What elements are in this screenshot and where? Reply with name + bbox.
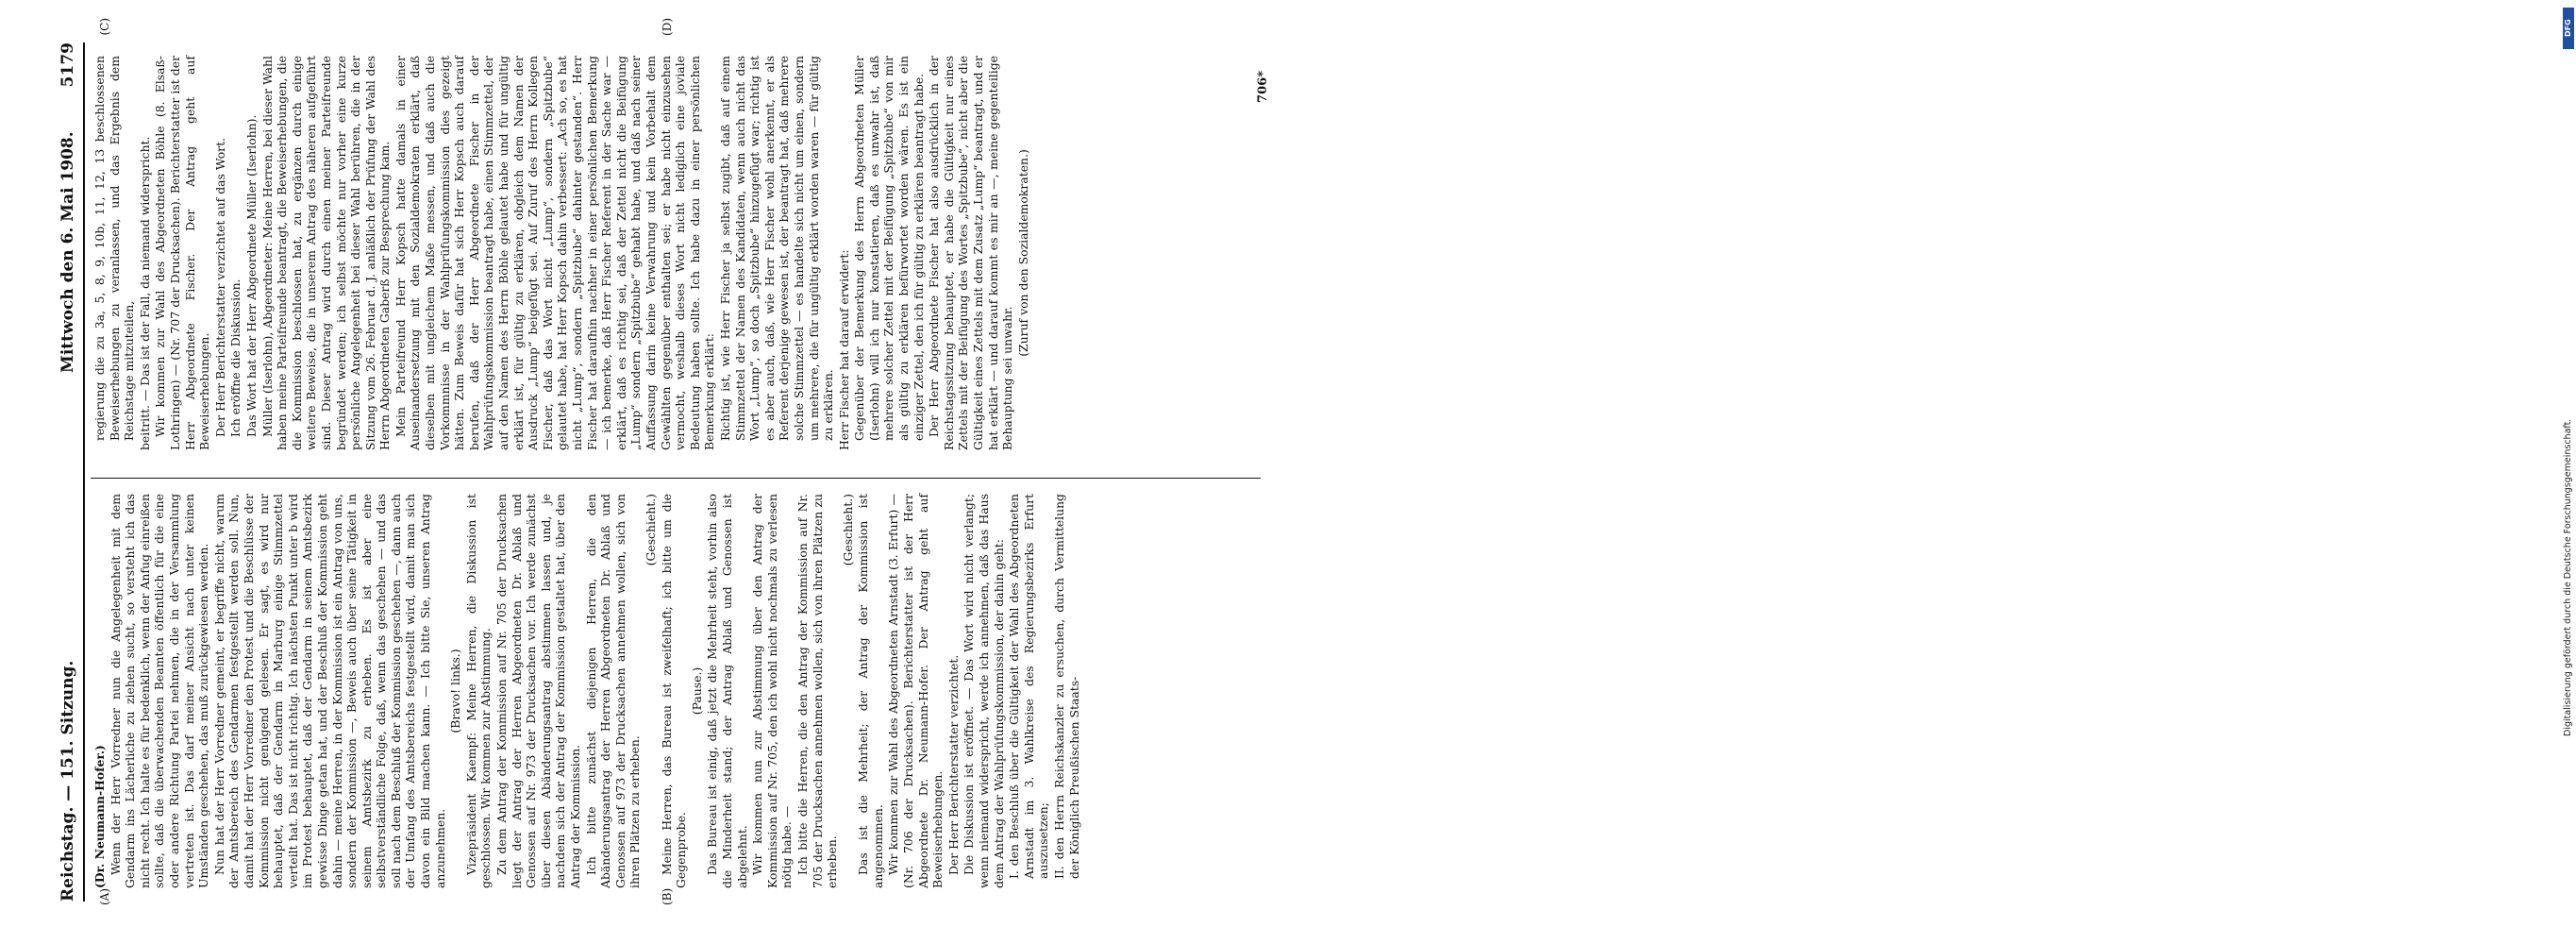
paragraph: Das Wort hat der Herr Abgeordnete Müller (Iserlohn). bbox=[243, 114, 259, 437]
paragraph: Wenn der Herr Vorredner nun die Angelegenheit mit dem Gendarm ins Lächerliche zu ziehen sucht, so versteht ich das nicht recht. Ich halte es für bedenklich, wenn der Anfug einreißen sollte, daß die überwachenden Beamten öffentlich für die eine oder andere Richtung Partei nehmen, die in der Versammlung vertreten ist. Das darf meiner Ansicht nach unter keinen Umständen geschehen, das muß zurückgewiesen werden. bbox=[108, 494, 211, 888]
paragraph: Wir kommen zur Wahl des Abgeordneten Arnstadt (3. Erfurt) — (Nr. 706 der Drucksachen). Berichterstatter ist der Herr Abgeordnete Dr. Neumann-Hofer. Der Antrag geht auf Beweiserhebungen. bbox=[886, 494, 945, 888]
left-column bbox=[92, 494, 1082, 888]
paragraph: Meine Herren, das Bureau ist zweifelhaft; ich bitte um die Gegenprobe. bbox=[659, 494, 689, 888]
margin-mark-a: (A) bbox=[98, 887, 111, 905]
paragraph: Nun hat der Herr Vorredner gemeint, er begriffe nicht, warum der Amtsbereich des Gendarmen festgestellt werden soll. Nun, damit hat der Herr Vorredner den Protest und die Beschlüsse der Kommission nicht genügend gelesen. Er sagt, es wird nur behauptet, daß der Gendarm in Marburg einige Stimmzettel verteilt hat. Das ist nicht richtig. Ich nächsten Punkt unter b wird im Protest behauptet, daß der Gendarm in seinem Amtsbezirk gewisse Dinge getan hat, und der Beschluß der Kommission geht dahin — meine Herren, in der Kommission ist ein Antrag von uns, sondern der Kommission —, Beweis auch über seine Tätigkeit in seinem Amtsbezirk zu erheben. Es ist aber eine selbstverständliche Folge, daß, wenn das geschehen — und das soll nach dem Beschluß der Kommission geschehen —, dann auch der Umfang des Amtsbereichs festgestellt wird, damit man sich davon ein Bild machen kann. — Ich bitte Sie, unseren Antrag anzunehmen. bbox=[211, 494, 447, 888]
stage-note: (Pause.) bbox=[689, 666, 704, 716]
quoted-statement: Gegenüber der Bemerkung des Herrn Abgeordneten Müller (Iserlohn) will ich nur konstatieren, daß es unwahr ist, daß mehrere solcher Zettel mit der Beifügung „Spitzbube“ von mir als gültig zu erklären befürwortet worden wären. Es ist ein einziger Zettel, den ich für gültig zu erklären beantragt habe. bbox=[852, 56, 926, 441]
paragraph: Die Diskussion ist eröffnet. — Das Wort wird nicht verlangt; wenn niemand widerspricht, werde ich annehmen, daß das Haus dem Antrag der Wahlprüfungskommission, der dahin geht: bbox=[962, 494, 1006, 888]
paragraph: Ich eröffne die Diskussion. bbox=[228, 278, 243, 437]
paragraph: Ich bitte zunächst diejenigen Herren, die den Abänderungsantrag der Herren Abgeordneten Dr. Ablaß und Genossen auf 973 der Drucksachen annehmen wollen, sich von ihren Plätzen zu erheben. bbox=[583, 494, 643, 888]
stage-note: (Zuruf von den Sozialdemokraten.) bbox=[1015, 149, 1030, 357]
paragraph: Vizepräsident Kaempf: Meine Herren, die Diskussion ist geschlossen. Wir kommen zur Abstimmung. bbox=[463, 494, 493, 888]
motion-item: I. den Beschluß über die Gültigkeit der Wahl des Abgeordneten Arnstadt im 3. Wahlkreise des Regierungsbezirks Erfurt auszusetzen; bbox=[1007, 494, 1051, 879]
paragraph: Ich bitte die Herren, die den Antrag der Kommission auf Nr. 705 der Drucksachen annehmen wollen, sich von ihren Plätzen zu erheben. bbox=[795, 494, 840, 888]
stage-note: (Geschieht.) bbox=[643, 494, 658, 566]
header-left: Reichstag. — 151. Sitzung. bbox=[59, 660, 77, 902]
running-header bbox=[57, 42, 81, 902]
paragraph: Das Bureau ist einig, daß jetzt die Mehrheit steht, vorhin also die Minderheit stand; der Antrag Ablaß und Genossen ist abgelehnt. bbox=[705, 494, 749, 888]
header-date: Mittwoch den 6. Mai 1908. bbox=[59, 131, 77, 373]
paragraph: Der Herr Abgeordnete Fischer hat also ausdrücklich in der Reichstagssitzung behauptet, er habe die Gültigkeit nur eines Zettels mit der Beifügung des Wortes „Spitzbube“, nicht aber die Gültigkeit eines Zettels mit dem Zusatz „Lump“ beantragt, und er hat erklärt — und darauf kommt es mir an —, meine gegenteilige Behauptung sei unwahr. bbox=[927, 56, 1015, 450]
dfg-logo: DFG bbox=[2563, 8, 2574, 49]
margin-mark-b: (B) bbox=[661, 887, 674, 905]
paragraph: Der Herr Berichterstatter verzichtet. bbox=[945, 654, 961, 875]
paragraph: Wir kommen zur Wahl des Abgeordneten Böhle (8. Elsaß-Lothringen) — (Nr. 707 der Drucksachen). Berichterstatter ist der Herr Abgeordnete Fischer. Der Antrag geht auf Beweiserhebungen. bbox=[153, 56, 212, 450]
digitization-strip bbox=[1272, 0, 2573, 944]
document-page bbox=[57, 18, 1274, 905]
right-column bbox=[92, 56, 1031, 450]
paragraph: beitritt. — Das ist der Fall, da niemand widerspricht. bbox=[137, 136, 152, 450]
stage-note: (Geschieht.) bbox=[840, 494, 855, 566]
paragraph: Zu dem Antrag der Kommission auf Nr. 705 der Drucksachen liegt der Antrag der Herren Abgeordneten Dr. Ablaß und Genossen auf Nr. 973 der Drucksachen vor. Ich werde zunächst über diesen Abänderungsantrag abstimmen lassen und, je nachdem sich der Antrag der Kommission gestaltet hat, über den Antrag der Kommission. bbox=[494, 494, 582, 888]
page-number: 5179 bbox=[59, 42, 77, 88]
speaker-continuation: (Dr. Neumann-Hofer.) bbox=[92, 745, 107, 888]
paragraph: Herr Fischer hat darauf erwidert: bbox=[836, 249, 851, 450]
quoted-statement: Richtig ist, wie Herr Fischer ja selbst zugibt, daß auf einem Stimmzettel der Namen des Kandidaten, wenn auch nicht das Wort „Lump“, so doch „Spitzbube“ hinzugefügt war; richtig ist es aber auch, daß, wie Herr Fischer wohl anerkennt, er als Referent derjenige gewesen ist, der beantragt hat, daß mehrere solche Stimmzettel — es handelte sich nicht um einen, sondern um mehrere, die für ungültig erklärt worden waren — für gültig zu erklären. bbox=[717, 56, 836, 441]
page-footer-mark: 706* bbox=[1256, 71, 1270, 103]
applause-note: (Bravo! links.) bbox=[448, 649, 463, 733]
paragraph: Mein Parteifreund Herr Kopsch hatte damals in einer Auseinandersetzung mit den Sozialdemokraten erklärt, daß dieselben mit ungleichem Maße messen, und daß auch die Vorkommnisse in der Wahlprüfungskommission dies gezeigt hätten. Zum Beweis dafür hat sich Herr Kopsch auch darauf berufen, daß der Herr Abgeordnete Fischer in der Wahlprüfungskommission beantragt habe, einen Stimmzettel, der auf den Namen des Herrn Böhle gelautet habe und für ungültig erklärt ist, für gültig zu erklären, obgleich dem Namen der Ausdruck „Lump“ beigefügt sei. Auf Zuruf des Herrn Kollegen Fischer, daß das Wort nicht „Lump“, sondern „Spitzbube“ gelautet habe, hat Herr Kopsch dahin verbessert: „Ach so, es hat nicht „Lump“, sondern „Spitzbube“ dahinter gestanden“. Herr Fischer hat daraufhin nachher in einer persönlichen Bemerkung — ich bemerke, daß Herr Fischer Referent in der Sache war — erklärt, daß es richtig sei, daß der Zettel nicht die Beifügung „Lump“ sondern „Spitzbube“ gehabt habe, und daß nach seiner Auffassung darin keine Verwahrung und kein Vorbehalt dem Gewählten gegenüber enthalten sei; er habe nicht einzusehen vermocht, weshalb dieses Wort nicht lediglich eine joviale Bedeutung haben sollte. Ich habe dazu in einer persönlichen Bemerkung erklärt: bbox=[393, 56, 717, 450]
motion-item: II. den Herrn Reichskanzler zu ersuchen, durch Vermittelung der Königlich Preußischen Staats- bbox=[1052, 494, 1081, 879]
paragraph: Der Herr Berichterstatter verzichtet auf das Wort. bbox=[212, 137, 227, 437]
header-rule bbox=[83, 42, 85, 902]
digitization-notice: Digitalisierung gefördert durch die Deutsche Forschungsgemeinschaft. bbox=[2563, 418, 2573, 736]
paragraph: Wir kommen nun zur Abstimmung über den Antrag der Kommission auf Nr. 705, den ich wohl nicht nochmals zu verlesen nötig habe. — bbox=[750, 494, 795, 888]
motion-item: regierung die zu 3a, 5, 8, 9, 10b, 11, 12, 13 beschlossenen Beweiserhebungen zu veranlassen, und das Ergebnis dem Reichstage mitzuteilen, bbox=[92, 56, 137, 441]
speech: Müller (Iserlohn), Abgeordneter: Meine Herren, bei dieser Wahl haben meine Parteifreunde beantragt, die Beweiserhebungen, die die Kommission beschlossen hat, zu ergänzen durch einige weitere Beweise, die in unserem Antrag des näheren aufgeführt sind. Dieser Antrag wird durch einen meiner Parteifreunde begründet werden; ich selbst möchte nur vorher eine kurze persönliche Angelegenheit bei dieser Wahl berühren, die in der Sitzung vom 26. Februar d. J. anläßlich der Prüfung der Wahl des Herrn Abgeordneten Gaberß zur Besprechung kam. bbox=[259, 56, 393, 450]
paragraph: Das ist die Mehrheit; der Antrag der Kommission ist angenommen. bbox=[856, 494, 885, 888]
margin-mark-c: (C) bbox=[98, 18, 111, 36]
column-divider bbox=[91, 478, 1261, 479]
margin-mark-d: (D) bbox=[661, 18, 674, 36]
